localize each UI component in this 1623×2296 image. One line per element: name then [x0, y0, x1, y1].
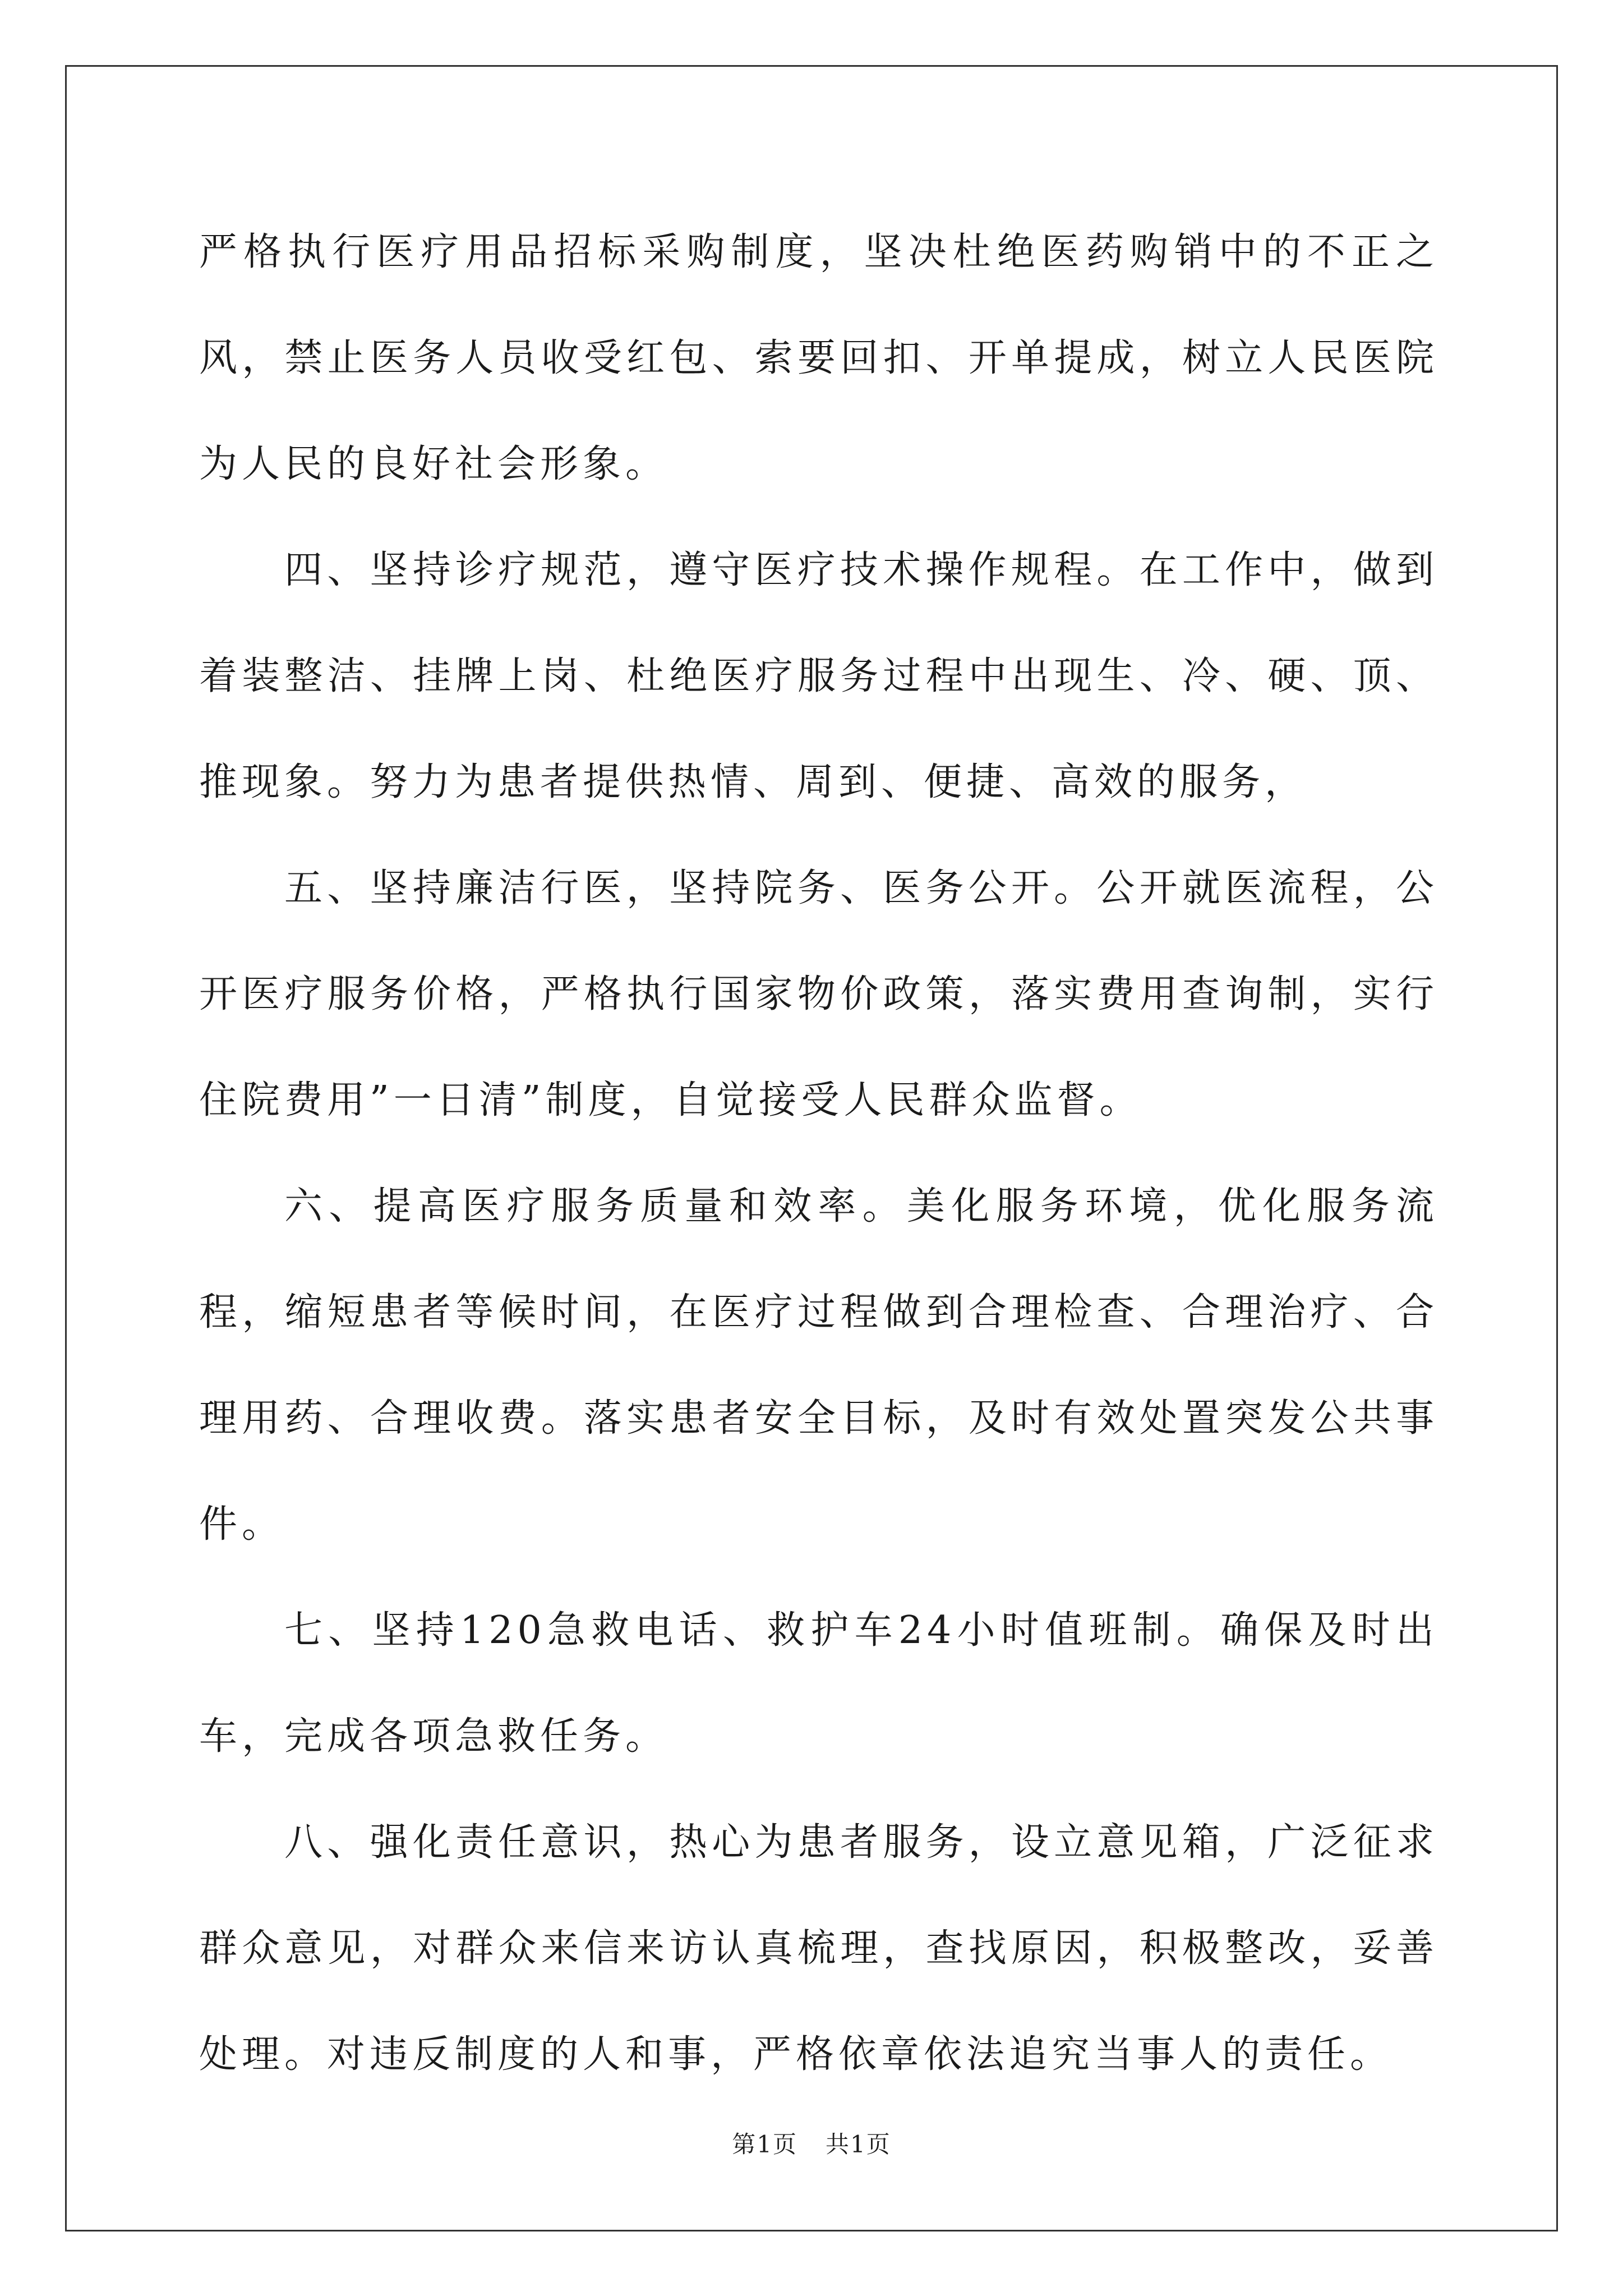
document-body: [199, 199, 1438, 2108]
paragraph-2: 四、坚持诊疗规范，遵守医疗技术操作规程。在工作中，做到着装整洁、挂牌上岗、杜绝医疗服务过程中出现生、冷、硬、顶、推现象。努力为患者提供热情、周到、便捷、高效的服务，: [199, 548, 1438, 804]
paragraph-5: 七、坚持120急救电话、救护车24小时值班制。确保及时出车，完成各项急救任务。: [199, 1608, 1438, 1759]
paragraph-4: 六、提高医疗服务质量和效率。美化服务环境，优化服务流程，缩短患者等候时间，在医疗过程做到合理检查、合理治疗、合理用药、合理收费。落实患者安全目标，及时有效处置突发公共事件。: [199, 1184, 1438, 1547]
paragraph-6: 八、强化责任意识，热心为患者服务，设立意见箱，广泛征求群众意见，对群众来信来访认真梳理，查找原因，积极整改，妥善处理。对违反制度的人和事，严格依章依法追究当事人的责任。: [199, 1820, 1438, 2077]
page-total: 共1页: [826, 2131, 891, 2158]
paragraph-1: 严格执行医疗用品招标采购制度，坚决杜绝医药购销中的不正之风，禁止医务人员收受红包、索要回扣、开单提成，树立人民医院为人民的良好社会形象。: [199, 230, 1438, 486]
page-footer: [0, 2126, 1623, 2160]
paragraph-3: 五、坚持廉洁行医，坚持院务、医务公开。公开就医流程，公开医疗服务价格，严格执行国家物价政策，落实费用查询制，实行住院费用”一日清”制度，自觉接受人民群众监督。: [199, 866, 1438, 1122]
page-number: 第1页: [732, 2131, 797, 2158]
